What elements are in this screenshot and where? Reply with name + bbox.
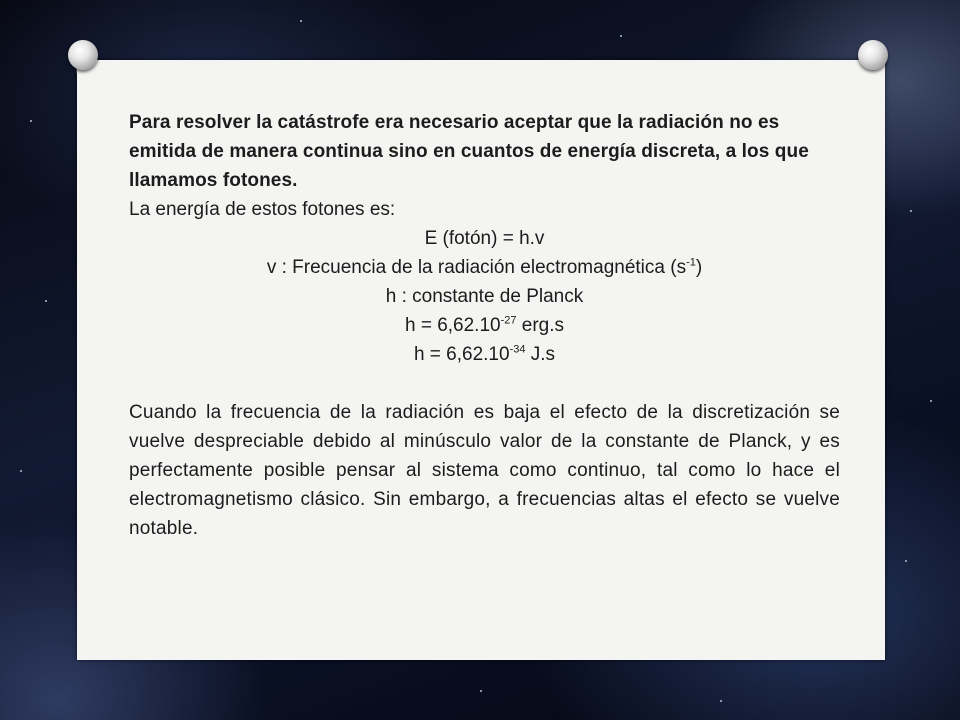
- star: [45, 300, 47, 302]
- star: [620, 35, 622, 37]
- planck-value-erg: [129, 311, 840, 340]
- energy-intro: La energía de estos fotones es:: [129, 199, 396, 220]
- frequency-exponent: -1: [686, 256, 696, 269]
- star: [300, 20, 302, 22]
- star: [480, 690, 482, 692]
- planck-definition: h : constante de Planck: [385, 286, 584, 307]
- planck-erg-text: h = 6,62.10: [404, 315, 501, 336]
- planck-js-text: h = 6,62.10: [413, 344, 510, 365]
- frequency-suffix: ): [695, 257, 703, 278]
- star: [30, 120, 32, 122]
- explanation-paragraph: Cuando la frecuencia de la radiación es baja el efecto de la discretización se vuelve despreciable debido al minúsculo valor de la constante de Planck, y es perfectamente posible pensar al sistema como continuo, tal como lo hace el electromagnetismo clásico. Sin embargo, a frecuencias altas el efecto se vuelve notable.: [129, 402, 840, 539]
- star: [905, 560, 907, 562]
- frequency-text: v : Frecuencia de la radiación electromagnética (s: [266, 257, 687, 278]
- planck-erg-exponent: -27: [500, 314, 517, 327]
- star: [930, 400, 932, 402]
- planck-js-exponent: -34: [509, 343, 526, 356]
- star: [720, 700, 722, 702]
- planck-value-js: [129, 340, 840, 369]
- intro-text: Para resolver la catástrofe era necesario aceptar que la radiación no es emitida de manera continua sino en cuantos de energía discreta, a los que llamamos fotones.: [129, 112, 809, 191]
- planck-erg-unit: erg.s: [516, 315, 565, 336]
- frequency-definition: [129, 253, 840, 282]
- slide-content: [129, 108, 840, 543]
- pushpin-icon: [68, 40, 98, 70]
- planck-js-unit: J.s: [525, 344, 556, 365]
- pushpin-icon: [858, 40, 888, 70]
- star: [20, 470, 22, 472]
- energy-formula: E (fotón) = h.v: [424, 228, 545, 249]
- star: [910, 210, 912, 212]
- spacer: [129, 369, 840, 398]
